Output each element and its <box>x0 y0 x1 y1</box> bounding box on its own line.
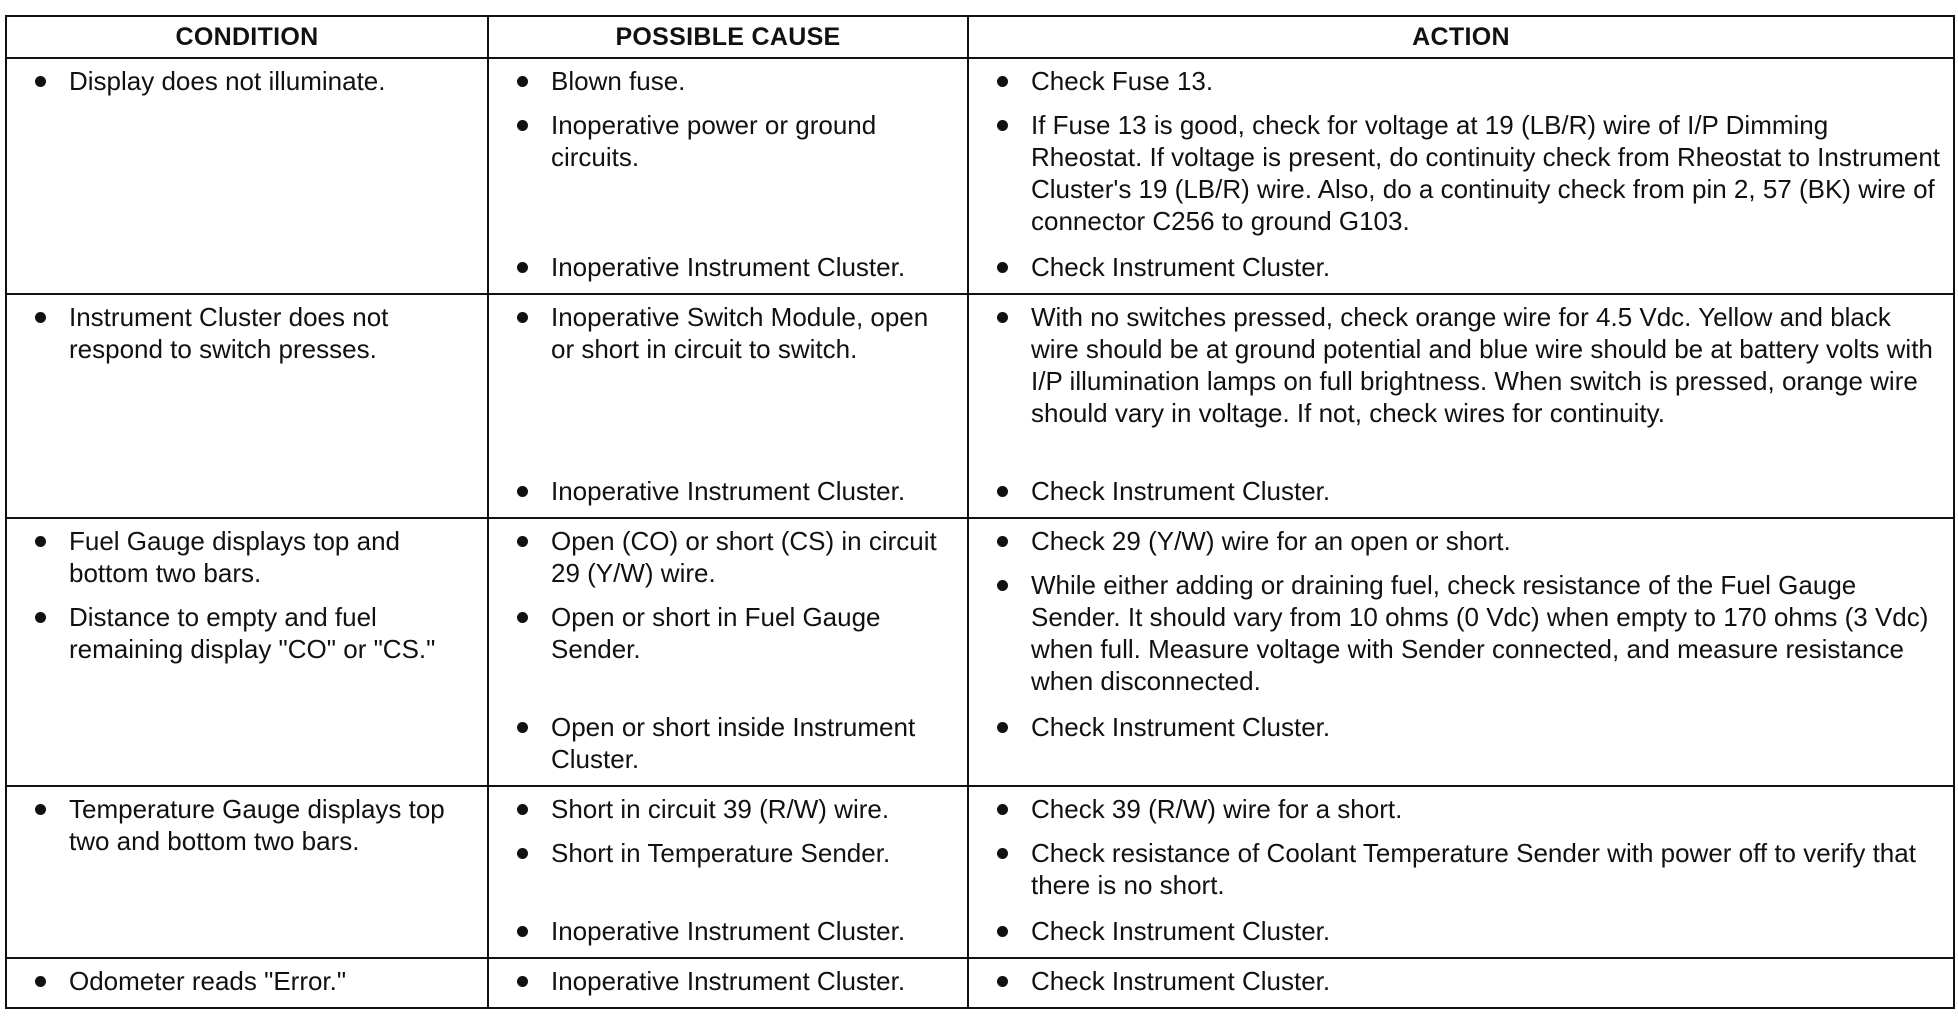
action-cell <box>968 58 1954 294</box>
action-item: If Fuse 13 is good, check for voltage at 19 (LB/R) wire of I/P Dimming Rheostat. If voltage is present, do continuity check from Rheostat to Instrument Cluster's 19 (LB/R) wire. Also, do a continuity check from pin 2, 57 (BK) wire of connector C256 to ground G103. <box>979 109 1941 239</box>
condition-cell <box>6 294 488 518</box>
bullet-icon <box>517 536 528 547</box>
action-item: Check Instrument Cluster. <box>979 711 1941 743</box>
bullet-icon <box>35 76 46 87</box>
cause-item: Inoperative Instrument Cluster. <box>499 965 955 997</box>
condition-cell <box>6 786 488 958</box>
action-item: Check 39 (R/W) wire for a short. <box>979 793 1941 825</box>
bullet-icon <box>997 804 1008 815</box>
bullet-icon <box>517 926 528 937</box>
cause-cell <box>488 958 968 1008</box>
condition-item: Distance to empty and fuel remaining display "CO" or "CS." <box>17 601 475 665</box>
bullet-icon <box>35 976 46 987</box>
cause-item: Open or short in Fuel Gauge Sender. <box>499 601 955 699</box>
table-row <box>6 294 1954 518</box>
bullet-icon <box>35 612 46 623</box>
action-item: Check resistance of Coolant Temperature Sender with power off to verify that there is no short. <box>979 837 1941 903</box>
cause-cell <box>488 294 968 518</box>
cause-item: Blown fuse. <box>499 65 955 97</box>
condition-item: Odometer reads "Error." <box>17 965 475 997</box>
cause-item: Inoperative Instrument Cluster. <box>499 475 955 507</box>
action-item: Check Fuse 13. <box>979 65 1941 97</box>
bullet-icon <box>997 486 1008 497</box>
cause-cell <box>488 786 968 958</box>
bullet-icon <box>517 312 528 323</box>
header-row <box>6 16 1954 58</box>
bullet-icon <box>35 312 46 323</box>
cause-item: Inoperative Instrument Cluster. <box>499 915 955 947</box>
table-row <box>6 518 1954 786</box>
bullet-icon <box>997 262 1008 273</box>
bullet-icon <box>517 804 528 815</box>
bullet-icon <box>517 612 528 623</box>
bullet-icon <box>517 722 528 733</box>
cause-item: Inoperative Instrument Cluster. <box>499 251 955 283</box>
condition-header: CONDITION <box>6 16 488 58</box>
table-row <box>6 786 1954 958</box>
condition-item: Display does not illuminate. <box>17 65 475 97</box>
action-cell <box>968 786 1954 958</box>
action-item: Check Instrument Cluster. <box>979 475 1941 507</box>
action-item: Check Instrument Cluster. <box>979 915 1941 947</box>
table-row <box>6 58 1954 294</box>
bullet-icon <box>35 804 46 815</box>
action-cell <box>968 958 1954 1008</box>
cause-item: Open (CO) or short (CS) in circuit 29 (Y/W) wire. <box>499 525 955 589</box>
condition-item: Fuel Gauge displays top and bottom two bars. <box>17 525 475 589</box>
condition-cell <box>6 58 488 294</box>
table-row <box>6 958 1954 1008</box>
bullet-icon <box>997 312 1008 323</box>
bullet-icon <box>997 536 1008 547</box>
action-item: While either adding or draining fuel, check resistance of the Fuel Gauge Sender. It should vary from 10 ohms (0 Vdc) when empty to 170 ohms (3 Vdc) when full. Measure voltage with Sender connected, and measure resistance when disconnected. <box>979 569 1941 699</box>
bullet-icon <box>997 848 1008 859</box>
cause-cell <box>488 58 968 294</box>
action-header: ACTION <box>968 16 1954 58</box>
bullet-icon <box>997 722 1008 733</box>
condition-item: Instrument Cluster does not respond to switch presses. <box>17 301 475 365</box>
action-cell <box>968 518 1954 786</box>
cause-item: Inoperative power or ground circuits. <box>499 109 955 239</box>
cause-item: Open or short inside Instrument Cluster. <box>499 711 955 775</box>
bullet-icon <box>997 926 1008 937</box>
cause-header: POSSIBLE CAUSE <box>488 16 968 58</box>
bullet-icon <box>517 486 528 497</box>
condition-item: Temperature Gauge displays top two and bottom two bars. <box>17 793 475 857</box>
bullet-icon <box>517 848 528 859</box>
action-item: Check Instrument Cluster. <box>979 251 1941 283</box>
bullet-icon <box>517 976 528 987</box>
bullet-icon <box>517 120 528 131</box>
action-item: Check Instrument Cluster. <box>979 965 1941 997</box>
bullet-icon <box>997 120 1008 131</box>
bullet-icon <box>517 262 528 273</box>
bullet-icon <box>35 536 46 547</box>
condition-cell <box>6 518 488 786</box>
bullet-icon <box>997 976 1008 987</box>
diagnosis-table <box>5 15 1955 1009</box>
cause-item: Short in circuit 39 (R/W) wire. <box>499 793 955 825</box>
action-cell <box>968 294 1954 518</box>
bullet-icon <box>997 76 1008 87</box>
condition-cell <box>6 958 488 1008</box>
action-item: Check 29 (Y/W) wire for an open or short. <box>979 525 1941 557</box>
bullet-icon <box>517 76 528 87</box>
action-item: With no switches pressed, check orange wire for 4.5 Vdc. Yellow and black wire should be at ground potential and blue wire should be at battery volts with I/P illumination lamps on full brightness. When switch is pressed, orange wire should vary in voltage. If not, check wires for continuity. <box>979 301 1941 463</box>
bullet-icon <box>997 580 1008 591</box>
cause-cell <box>488 518 968 786</box>
cause-item: Short in Temperature Sender. <box>499 837 955 903</box>
cause-item: Inoperative Switch Module, open or short in circuit to switch. <box>499 301 955 463</box>
